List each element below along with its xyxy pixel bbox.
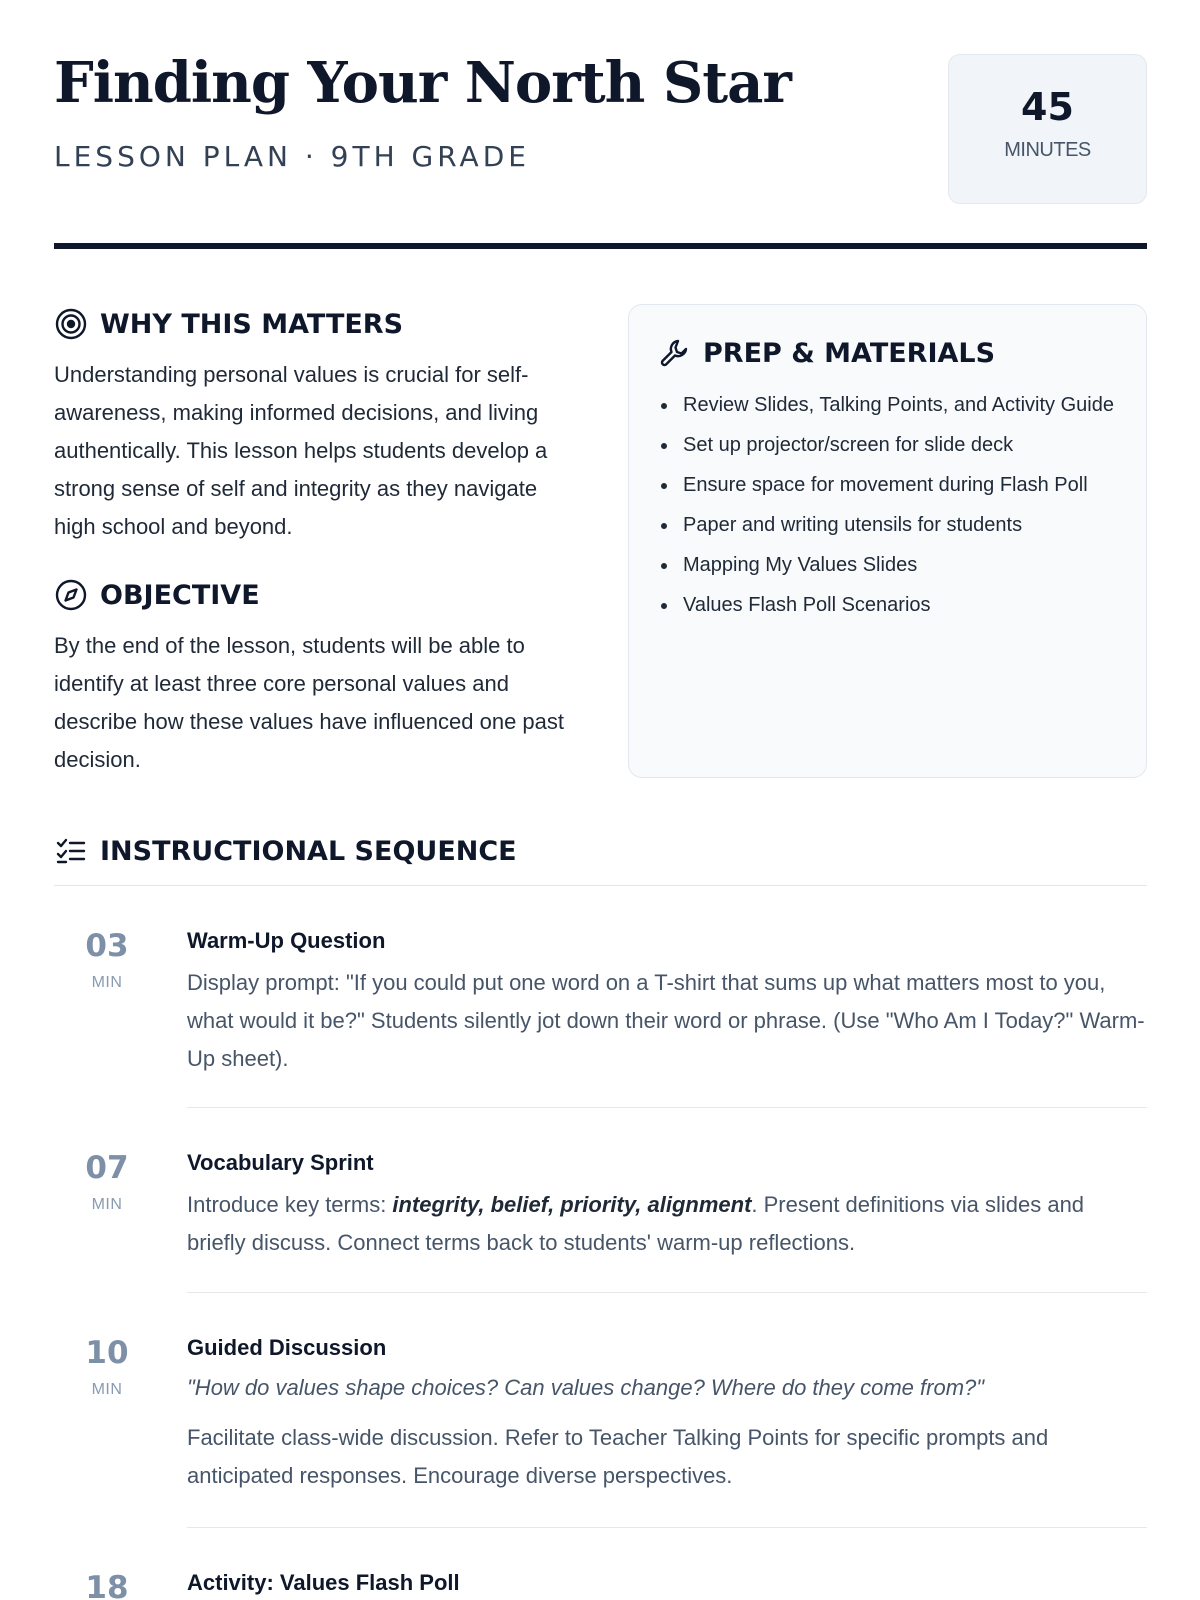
step-title: Guided Discussion: [187, 1335, 387, 1360]
step-title: Warm-Up Question: [187, 928, 386, 953]
step-unit: MIN: [91, 1196, 123, 1213]
step-description-rest: . Present definitions via slides and briefly discuss. Connect terms back to students' warm-up reflections.: [187, 1192, 1085, 1255]
step-minutes: 10: [85, 1335, 129, 1371]
list-item: Mapping My Values Slides: [657, 545, 1114, 585]
step-body: [187, 1570, 1147, 1596]
list-item: Ensure space for movement during Flash Poll: [657, 465, 1114, 505]
duration-value: 45: [1021, 85, 1074, 129]
step-duration: [54, 1150, 160, 1214]
why-heading-text: WHY THIS MATTERS: [100, 308, 404, 340]
step-duration: [54, 928, 160, 992]
step-minutes: 03: [85, 928, 129, 964]
step-minutes: 07: [85, 1150, 129, 1186]
prep-materials-card: [628, 304, 1147, 778]
compass-icon: [54, 578, 88, 612]
header-divider: [54, 243, 1147, 249]
step-duration: [54, 1570, 160, 1600]
sequence-heading-text: INSTRUCTIONAL SEQUENCE: [100, 835, 517, 867]
target-icon: [54, 307, 88, 341]
list-item: Review Slides, Talking Points, and Activity Guide: [657, 385, 1114, 425]
step-minutes: 18: [85, 1570, 129, 1600]
sequence-heading: [54, 834, 517, 868]
step-description-lead: Introduce key terms:: [187, 1192, 393, 1217]
step-body: [187, 1150, 1147, 1262]
page-subtitle: LESSON PLAN · 9TH GRADE: [54, 140, 530, 173]
step-title: Vocabulary Sprint: [187, 1150, 374, 1175]
step-title: Activity: Values Flash Poll: [187, 1570, 460, 1595]
list-item: Set up projector/screen for slide deck: [657, 425, 1114, 465]
wrench-icon: [657, 336, 691, 370]
duration-unit: MINUTES: [1004, 139, 1091, 161]
key-terms: integrity, belief, priority, alignment: [392, 1192, 752, 1217]
step-description: Facilitate class-wide discussion. Refer to Teacher Talking Points for specific prompts and anticipated responses. Encourage diverse perspectives.: [187, 1425, 1049, 1488]
step-divider: [187, 1527, 1147, 1528]
step-divider: [187, 1292, 1147, 1293]
duration-badge: [948, 54, 1147, 204]
discussion-prompt: "How do values shape choices? Can values change? Where do they come from?": [187, 1375, 985, 1400]
prep-list: [657, 385, 1114, 625]
step-body: [187, 928, 1147, 1078]
lesson-plan-page: [54, 0, 1147, 1600]
step-description: Display prompt: "If you could put one word on a T-shirt that sums up what matters most to you, what would it be?" Students silently jot down their word or phrase. (Use "Who Am I Today?" Warm-Up sheet).: [187, 970, 1145, 1071]
sequence-divider: [54, 885, 1147, 886]
list-item: Values Flash Poll Scenarios: [657, 585, 1114, 625]
objective-heading: [54, 578, 260, 612]
prep-heading-text: PREP & MATERIALS: [703, 337, 996, 369]
step-unit: MIN: [91, 1381, 123, 1398]
step-divider: [187, 1107, 1147, 1108]
prep-heading: [657, 336, 995, 370]
objective-heading-text: OBJECTIVE: [100, 579, 260, 611]
page-title: Finding Your North Star: [54, 50, 791, 116]
step-duration: [54, 1335, 160, 1399]
objective-text: By the end of the lesson, students will be able to identify at least three core personal values and describe how these values have influenced one past decision.: [54, 633, 565, 772]
step-body: [187, 1335, 1147, 1495]
step-description: [187, 1186, 1147, 1262]
checklist-icon: [54, 834, 88, 868]
list-item: Paper and writing utensils for students: [657, 505, 1114, 545]
why-heading: [54, 307, 403, 341]
step-unit: MIN: [91, 974, 123, 991]
why-text: Understanding personal values is crucial for self-awareness, making informed decisions, and living authentically. This lesson helps students develop a strong sense of self and integrity as they navigate high school and beyond.: [54, 362, 548, 539]
